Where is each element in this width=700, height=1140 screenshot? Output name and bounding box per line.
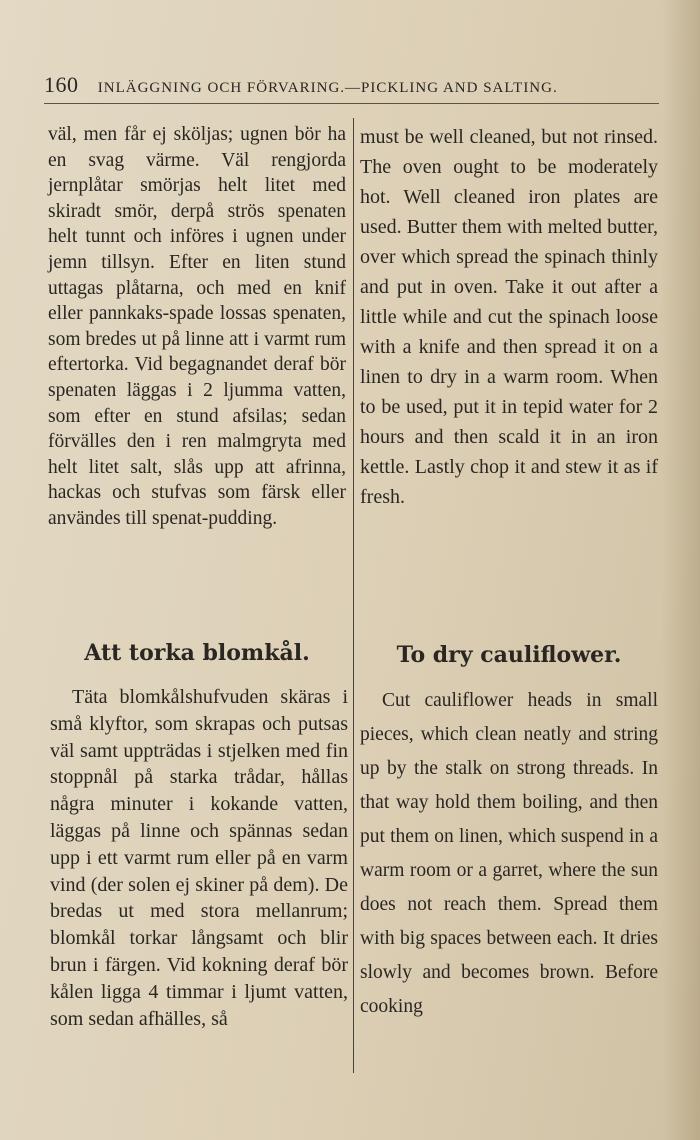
- english-top-text: must be well cleaned, but not rinsed. The oven ought to be moderately hot. Well cleaned iron plates are used. Butter them with melted butter, over which spread the spinach thinly and put in oven. Take it out after a little while and cut the spinach loose with a knife and then spread it on a linen to dry in a warm room. When to be used, put it in tepid water for 2 hours and then scald it in an iron kettle. Lastly chop it and stew it as if fresh.: [360, 126, 658, 508]
- swedish-bottom-text: Täta blomkålshufvuden skäras i små klyftor, som skrapas och putsas väl samt uppträdas i stjelken med fin stoppnål på starka trådar, hållas några minuter i kokande vatten, läggas på linne och spännas sedan upp i ett varmt rum eller på en varm vind (der solen ej skiner på dem). De bredas ut med stora mellanrum; blomkål torkar långsamt och blir brun i färgen. Vid kokning deraf bör kålen ligga 4 timmar i ljumt vatten, som sedan afhälles, så: [50, 686, 348, 1030]
- english-bottom-text: Cut cauliflower heads in small pieces, which clean neatly and string up by the stalk on strong threads. In that way hold them boiling, and then put them on linen, which suspend in a warm room or a garret, where the sun does not reach them. Spread them with big spaces between each. It dries slowly and becomes brown. Before cooking: [360, 690, 658, 1017]
- swedish-section-heading: Att torka blomkål.: [84, 640, 310, 666]
- column-divider: [353, 118, 354, 1073]
- running-title: INLÄGGNING OCH FÖRVARING.—PICKLING AND SALTING.: [97, 80, 558, 96]
- header-rule: [44, 103, 659, 104]
- english-bottom-paragraph: [360, 684, 658, 1024]
- running-header: [44, 72, 659, 98]
- page-number: 160: [44, 72, 79, 97]
- page-edge-shadow: [662, 0, 700, 1140]
- swedish-top-text: väl, men får ej sköljas; ugnen bör ha en svag värme. Väl rengjorda jernplåtar smörjas helt litet med skiradt smör, derpå strös spenaten helt tunnt och införes i ugnen under jemn tillsyn. Efter en liten stund uttagas plåtarna, och med en knif eller pannkaks-spade lossas spenaten, som bredes ut på linne att i varmt rum eftertorka. Vid begagnandet deraf bör spenaten läggas i 2 ljumma vatten, som efter en stund afsilas; sedan förvälles den i ren malmgryta med helt litet salt, slås upp att afrinna, hackas och stufvas som färsk eller användes till spenat-pudding.: [48, 124, 346, 529]
- swedish-top-paragraph: [48, 122, 346, 532]
- swedish-bottom-paragraph: [50, 684, 348, 1032]
- english-section-heading: To dry cauliflower.: [396, 642, 622, 668]
- english-top-paragraph: [360, 122, 658, 512]
